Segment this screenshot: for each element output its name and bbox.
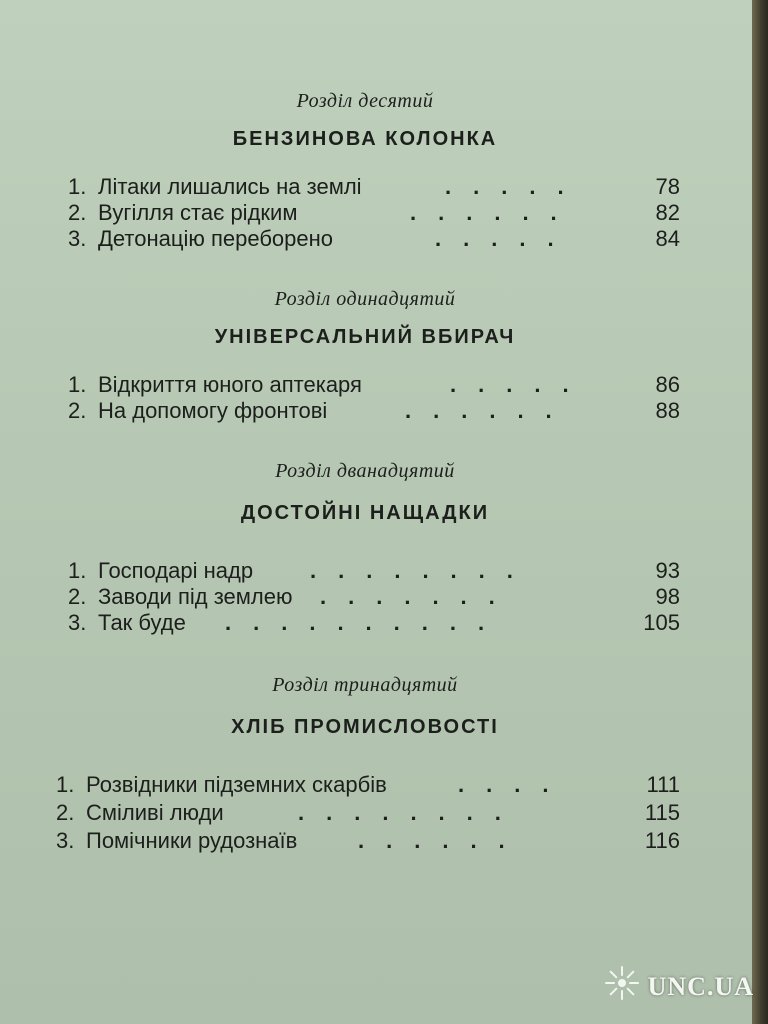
chapter-label: Розділ тринадцятий [272,674,458,696]
entry-page: 93 [655,558,680,583]
entry-number: 2. [68,200,87,225]
leader-dots: ..... [450,372,591,397]
chapter-title: ХЛІБ ПРОМИСЛОВОСТІ [231,716,499,738]
watermark [602,963,754,1010]
entry-title: Детонацію переборено [98,226,334,251]
entry-number: 1. [68,558,87,583]
book-spine-shadow [752,0,768,1024]
entry-number: 3. [56,828,75,853]
toc-entry [60,558,680,584]
leader-dots: ...... [358,828,527,853]
chapter-title: УНІВЕРСАЛЬНИЙ ВБИРАЧ [214,326,516,348]
entry-number: 3. [68,226,87,251]
toc-entry [60,398,680,424]
leader-dots: ...... [410,200,579,225]
leader-dots: ........ [310,558,535,583]
leader-dots: ..... [435,226,576,251]
entry-title: Літаки лишались на землі [98,174,362,199]
toc-entry [48,800,680,826]
entry-title: Заводи під землею [98,584,293,609]
entry-number: 1. [68,174,87,199]
toc-entry [48,772,680,798]
entry-title: Господарі надр [98,558,254,583]
entry-number: 1. [56,772,75,797]
entry-title: Вугілля стає рідким [98,200,298,225]
toc-entry [60,174,680,200]
entry-title: Помічники рудознаїв [86,828,298,853]
chapter-label: Розділ дванадцятий [275,460,455,482]
chapter-label: Розділ десятий [296,90,434,112]
entry-page: 86 [655,372,680,397]
entry-number: 3. [68,610,87,635]
entry-page: 98 [655,584,680,609]
entry-title: Сміливі люди [86,800,224,825]
leader-dots: ....... [320,584,517,609]
entry-page: 105 [643,610,680,635]
entry-page: 115 [644,800,680,825]
leader-dots: ..... [445,174,586,199]
entry-title: На допомогу фронтові [98,398,328,423]
toc-entry [60,584,680,610]
chapter-label: Розділ одинадцятий [274,288,456,310]
toc-entry [60,610,680,636]
entry-page: 116 [644,828,680,853]
watermark-text: UNC.UA [647,971,754,1001]
entry-page: 84 [655,226,680,251]
entry-number: 2. [68,584,87,609]
entry-page: 82 [655,200,680,225]
toc-entry [60,200,680,226]
toc-entry [60,372,680,398]
entry-number: 2. [56,800,75,825]
entry-page: 78 [655,174,680,199]
entry-title: Відкриття юного аптекаря [98,372,362,397]
leader-dots: ...... [405,398,574,423]
toc-entry [48,828,680,854]
leader-dots: .......... [225,610,507,635]
entry-page: 111 [646,772,680,797]
entry-page: 88 [655,398,680,423]
entry-number: 2. [68,398,87,423]
leader-dots: ........ [298,800,523,825]
entry-title: Розвідники підземних скарбів [86,772,387,797]
chapter-title: БЕНЗИНОВА КОЛОНКА [232,128,498,150]
entry-number: 1. [68,372,87,397]
toc-entry [60,226,680,252]
leader-dots: .... [458,772,571,797]
sunburst-logo-icon [602,963,642,1010]
entry-title: Так буде [98,610,186,635]
chapter-title: ДОСТОЙНІ НАЩАДКИ [240,502,490,524]
